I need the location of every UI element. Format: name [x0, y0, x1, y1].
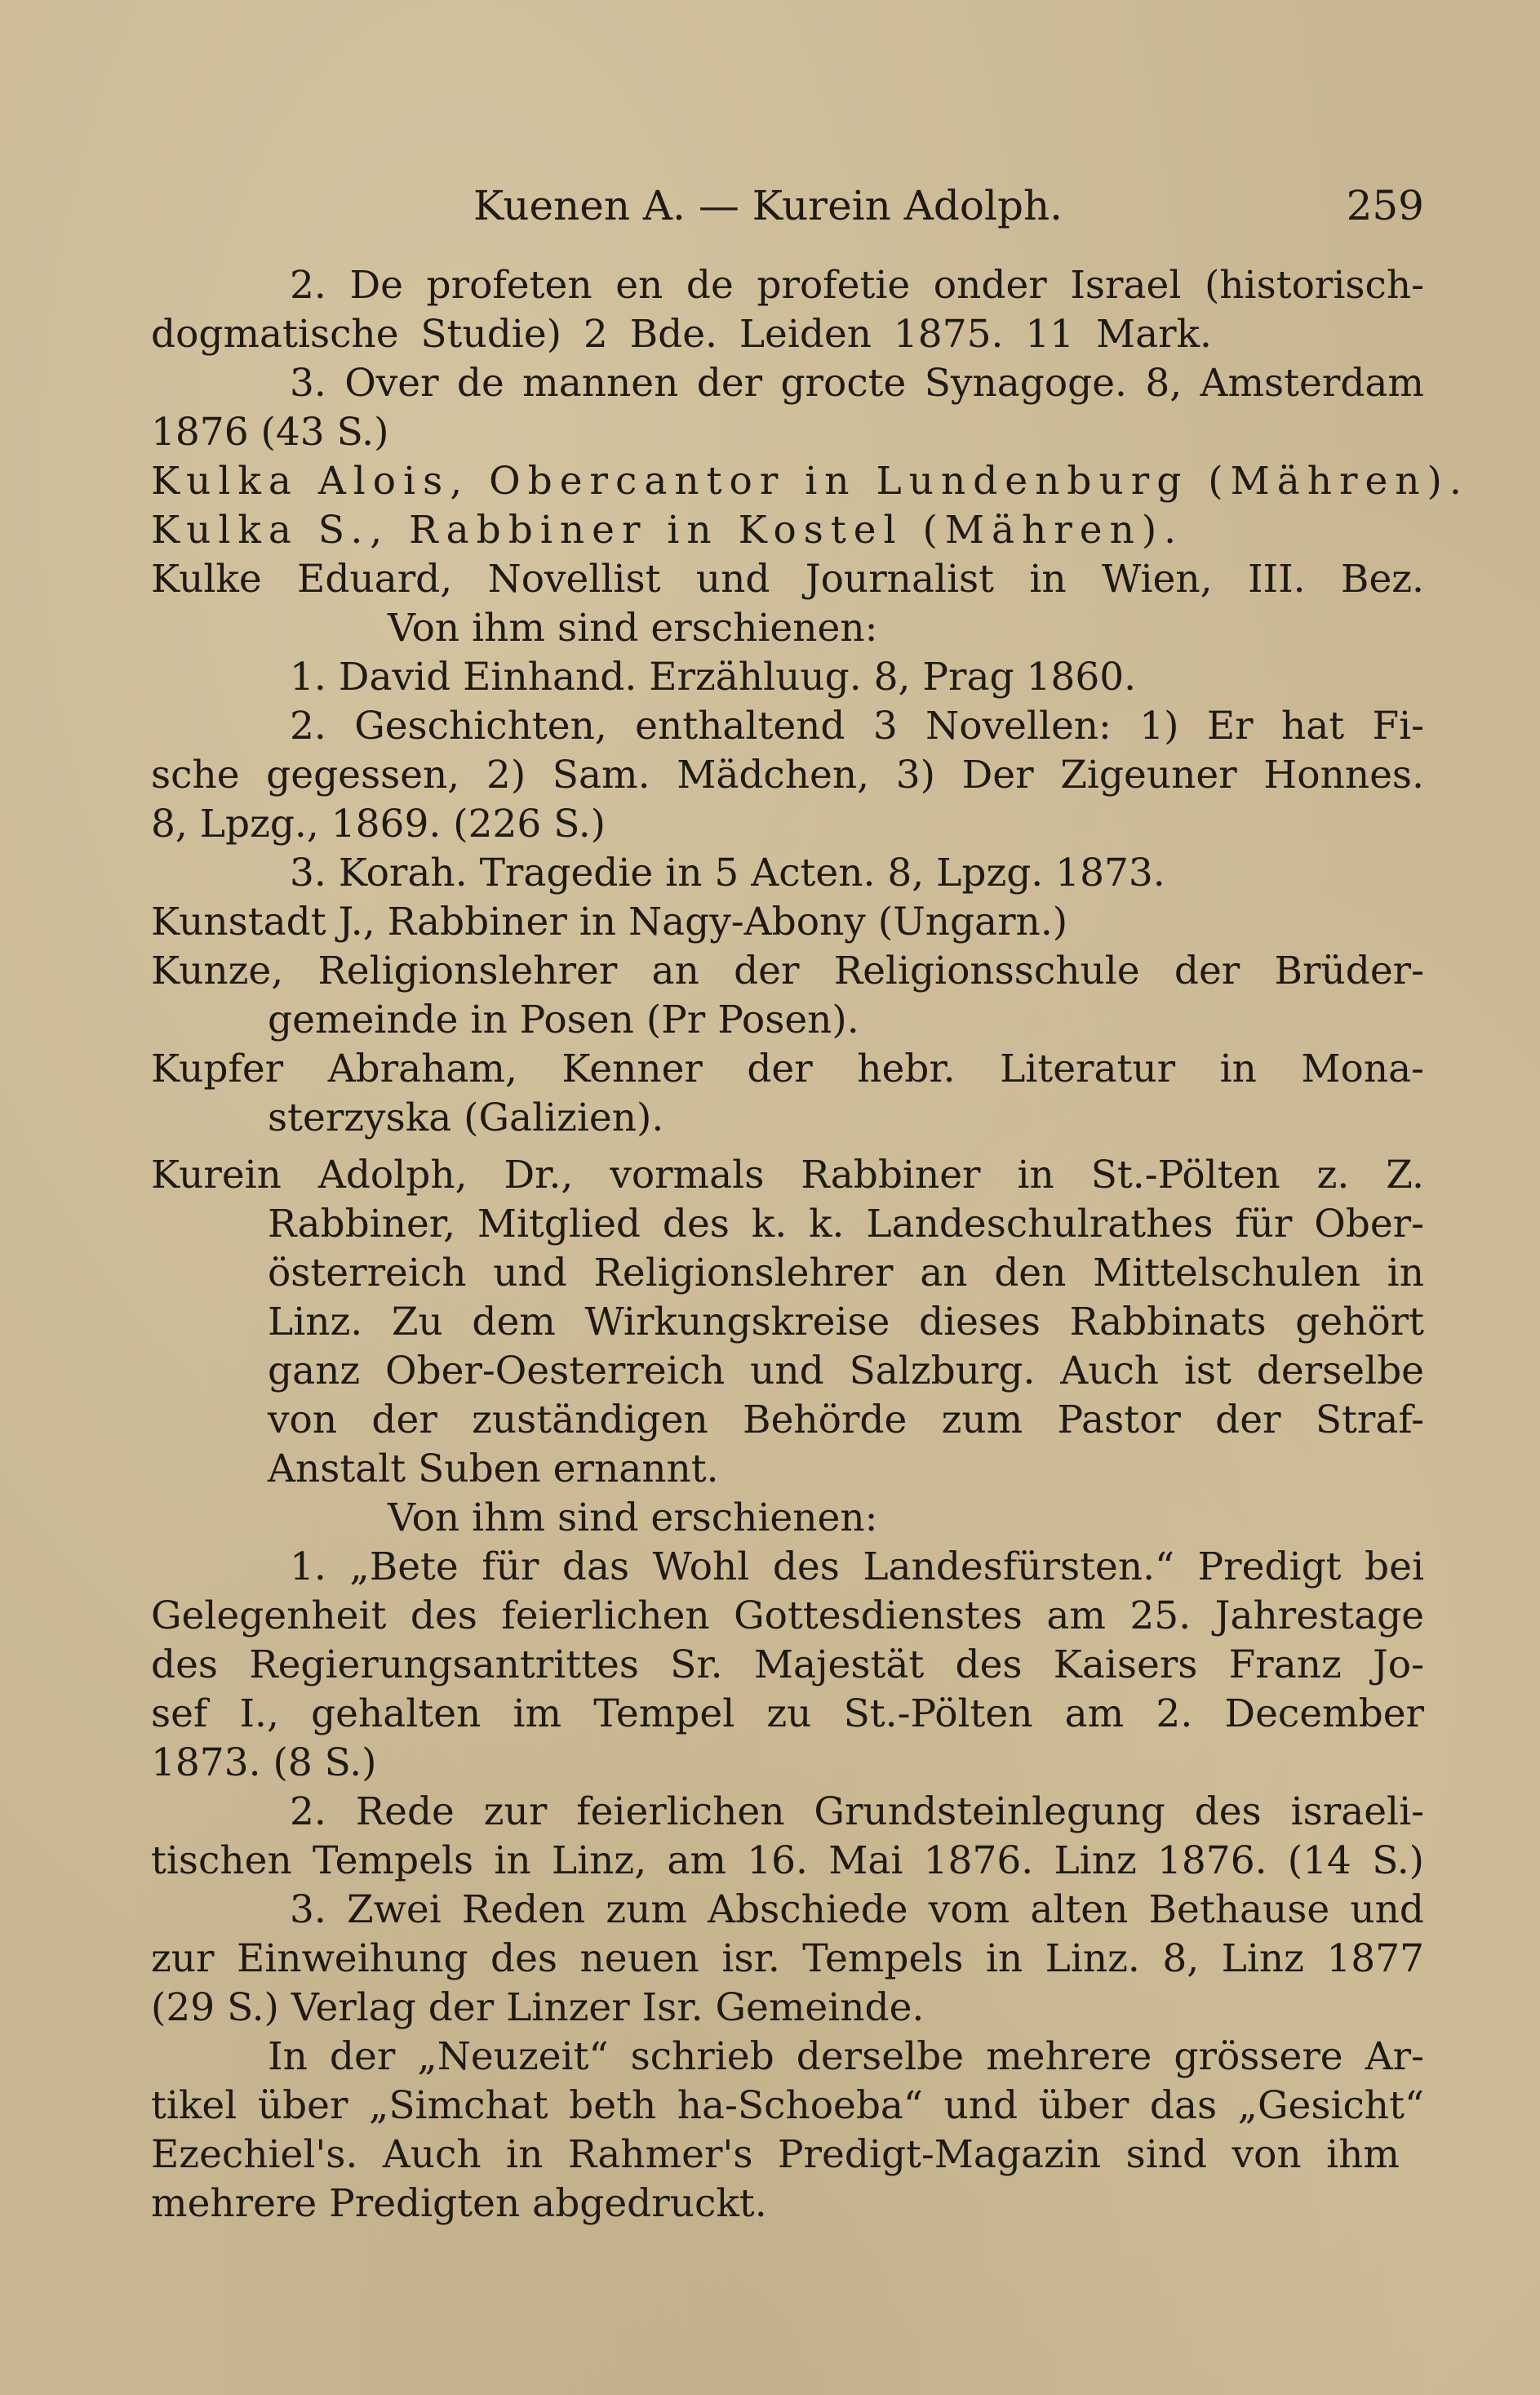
text-line: tikel über „Simchat beth ha-Schoeba“ und über das „Gesicht“: [151, 2083, 1424, 2128]
text-line: des Regierungsantrittes Sr. Majestät des Kaisers Franz Jo-: [151, 1642, 1424, 1687]
text-line: 3. Korah. Tragedie in 5 Acten. 8, Lpzg. 1873.: [290, 851, 1165, 895]
text-line: gemeinde in Posen (Pr Posen).: [268, 998, 859, 1042]
text-line: 1873. (8 S.): [151, 1740, 377, 1785]
text-line: Anstalt Suben ernannt.: [268, 1446, 719, 1491]
text-line: 2. De profeten en de profetie onder Israel (historisch-: [290, 263, 1424, 308]
entry-kupfer: Kupfer Abraham, Kenner der hebr. Literatur in Mona-: [151, 1046, 1424, 1091]
text-line: Gelegenheit des feierlichen Gottesdienstes am 25. Jahrestage: [151, 1593, 1424, 1638]
page-number: 259: [1346, 182, 1424, 229]
entry-kulka-alois: Kulka Alois, Obercantor in Lundenburg (Mähren).: [151, 459, 1469, 504]
text-line: (29 S.) Verlag der Linzer Isr. Gemeinde.: [151, 1985, 925, 2030]
text-line: ganz Ober-Oesterreich und Salzburg. Auch ist derselbe: [268, 1349, 1424, 1393]
text-line: In der „Neuzeit“ schrieb derselbe mehrere grössere Ar-: [268, 2034, 1424, 2079]
text-line: Von ihm sind erschienen:: [388, 606, 878, 651]
text-line: 2. Geschichten, enthaltend 3 Novellen: 1) Er hat Fi-: [290, 704, 1424, 749]
entry-kurein: Kurein Adolph, Dr., vormals Rabbiner in St.-Pölten z. Z.: [151, 1153, 1424, 1198]
entry-kulka-s: Kulka S., Rabbiner in Kostel (Mähren).: [151, 508, 1184, 553]
text-line: dogmatische Studie) 2 Bde. Leiden 1875. 11 Mark.: [151, 312, 1212, 357]
text-line: sterzyska (Galizien).: [268, 1095, 664, 1140]
text-line: 2. Rede zur feierlichen Grundsteinlegung des israeli-: [290, 1789, 1424, 1834]
text-line: tischen Tempels in Linz, am 16. Mai 1876. Linz 1876. (14 S.): [151, 1838, 1424, 1883]
text-line: 8, Lpzg., 1869. (226 S.): [151, 802, 606, 846]
text-line: sef I., gehalten im Tempel zu St.-Pölten am 2. December: [151, 1691, 1424, 1736]
entry-kunstadt: Kunstadt J., Rabbiner in Nagy-Abony (Ungarn.): [151, 900, 1068, 944]
text-line: Linz. Zu dem Wirkungskreise dieses Rabbinats gehört: [268, 1300, 1424, 1344]
text-line: österreich und Religionslehrer an den Mittelschulen in: [268, 1251, 1424, 1295]
text-line: Ezechiel's. Auch in Rahmer's Predigt-Magazin sind von ihm: [151, 2132, 1400, 2177]
text-line: 3. Zwei Reden zum Abschiede vom alten Bethause und: [290, 1887, 1424, 1932]
text-line: 3. Over de mannen der grocte Synagoge. 8, Amsterdam: [290, 361, 1424, 406]
text-line: Rabbiner, Mitglied des k. k. Landeschulrathes für Ober-: [268, 1202, 1424, 1246]
text-line: 1876 (43 S.): [151, 410, 389, 455]
text-line: 1. „Bete für das Wohl des Landesfürsten.“ Predigt bei: [290, 1544, 1424, 1589]
text-line: 1. David Einhand. Erzähluug. 8, Prag 1860.: [290, 655, 1137, 700]
text-line: von der zuständigen Behörde zum Pastor der Straf-: [268, 1397, 1424, 1442]
text-line: Von ihm sind erschienen:: [388, 1495, 878, 1540]
entry-kunze: Kunze, Religionslehrer an der Religionsschule der Brüder-: [151, 949, 1424, 993]
text-line: sche gegessen, 2) Sam. Mädchen, 3) Der Zigeuner Honnes.: [151, 753, 1424, 798]
entry-kulke-eduard: Kulke Eduard, Novellist und Journalist in Wien, III. Bez.: [151, 557, 1424, 602]
text-line: mehrere Predigten abgedruckt.: [151, 2181, 767, 2226]
running-header: [473, 181, 1424, 230]
header-title: Kuenen A. — Kurein Adolph.: [473, 182, 1063, 229]
text-line: zur Einweihung des neuen isr. Tempels in Linz. 8, Linz 1877: [151, 1936, 1424, 1981]
